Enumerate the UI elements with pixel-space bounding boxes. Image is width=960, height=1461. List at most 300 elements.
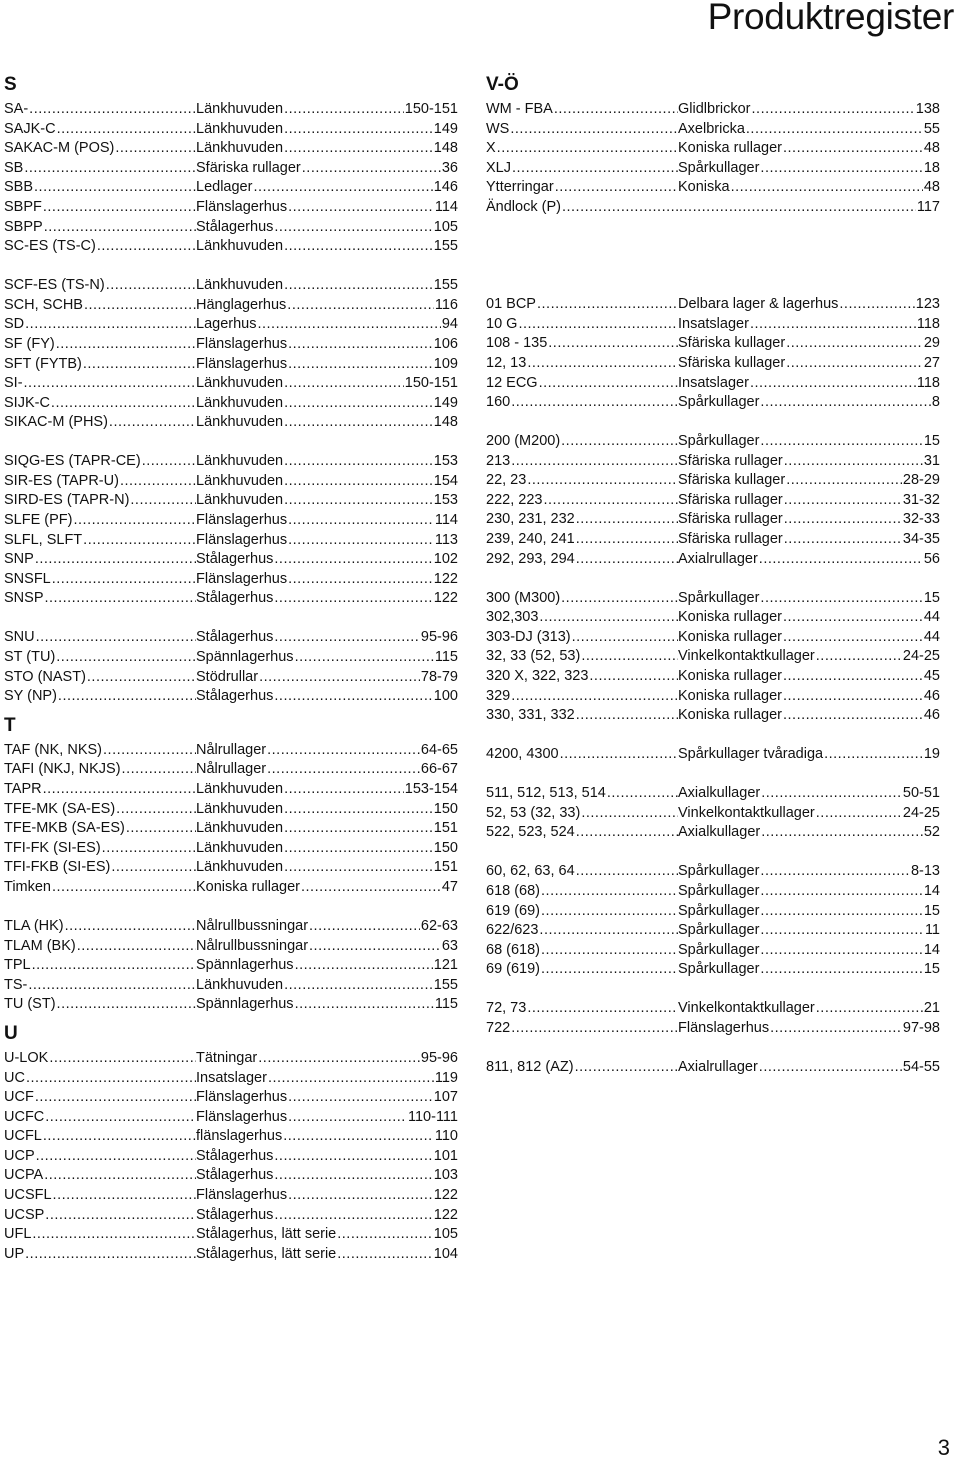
entry-designation: WM - FBA [486,101,553,117]
entry-category: Flänslagerhus [196,570,288,587]
entry-designation: SBPF [4,198,42,215]
index-entry [486,784,940,804]
entry-page: 150-151 [404,100,458,120]
index-entry [486,1019,940,1039]
entry-page: 24-25 [902,647,940,667]
entry-page: 14 [923,882,940,902]
entry-designation: ST (TU) [4,649,56,666]
entry-category: Nålrullager [196,761,267,778]
entry-category: Stålagerhus [196,1167,274,1184]
index-entry [4,1069,458,1089]
entry-category: Stålagerhus [196,551,274,568]
index-entry [486,334,940,354]
index-column-right [486,70,940,1097]
entry-designation: UCF [4,1089,34,1106]
entry-designation: SC-ES (TS-C) [4,238,96,255]
entry-designation: 108 - 135 [486,335,548,352]
entry-page: 15 [923,589,940,609]
entry-category: Axialrullager [678,1058,758,1075]
index-group [486,999,940,1038]
entry-page: 105 [433,218,458,238]
entry-category: Länkhuvuden [196,859,284,876]
entry-designation: TFI-FKB (SI-ES) [4,859,111,876]
index-entry [486,941,940,961]
index-entry [486,687,940,707]
index-entry [4,976,458,996]
entry-designation: 320 X, 322, 323 [486,668,589,684]
entry-page: 106 [433,335,458,355]
entry-page: 115 [434,995,458,1015]
entry-designation: U-LOK [4,1049,49,1066]
entry-category: Länkhuvuden [196,238,284,255]
index-entry [486,804,940,824]
index-entry [486,999,940,1019]
entry-page: 123 [915,295,940,315]
index-entry [4,878,458,898]
index-entry [4,1088,458,1108]
entry-page: 62-63 [420,917,458,937]
entry-category: Flänslagerhus [196,1108,288,1125]
entry-designation: 302,303 [486,609,539,626]
entry-designation: Ändlock (P) [486,198,561,215]
index-entry [486,745,940,765]
entry-designation: 511, 512, 513, 514 [486,785,606,802]
index-entry [486,471,940,491]
entry-category: Spårkullager [678,922,760,939]
entry-category: Länkhuvuden [196,820,284,837]
entry-category: Länkhuvuden [196,414,284,431]
entry-page: 118 [916,374,940,394]
entry-designation: SIRD-ES (TAPR-N) [4,492,130,509]
entry-designation: 222, 223 [486,491,543,508]
index-entry [4,1206,458,1226]
entry-category: Sfäriska rullager [678,491,783,508]
entry-designation: STO (NAST) [4,668,86,685]
index-entry [486,921,940,941]
entry-category: Stålagerhus [196,218,274,235]
entry-page: 29 [923,334,940,354]
entry-designation: UP [4,1245,25,1262]
index-entry [4,1225,458,1245]
entry-page: 21 [923,999,940,1019]
entry-designation: 303-DJ (313) [486,628,571,645]
entry-category: Nålrullbussningar [196,937,309,954]
entry-category: Axialkullager [678,824,761,841]
entry-designation: 69 (619) [486,961,541,978]
index-entry [486,706,940,726]
entry-category: Koniska rullager [678,609,782,626]
entry-designation: SF (FY) [4,335,55,352]
entry-page: 55 [923,120,940,140]
entry-category: Ledlager [196,179,253,196]
entry-designation: 72, 73 [486,1000,527,1017]
index-entry [486,960,940,980]
entry-designation: 60, 62, 63, 64 [486,863,575,880]
entry-page: 18 [923,159,940,179]
entry-designation: SI- [4,375,23,392]
entry-page: 122 [433,1206,458,1226]
index-entry [486,667,940,687]
entry-page: 116 [434,296,458,316]
section-heading: S [4,74,17,95]
index-entry [486,1058,940,1078]
entry-page: 100 [433,687,458,707]
entry-category: Glidlbrickor [678,101,751,117]
entry-page: 8-13 [910,862,940,882]
page-number: 3 [937,1435,950,1460]
entry-category: Spårkullager [678,902,760,919]
entry-page: 50-51 [902,784,940,804]
entry-designation: X [486,140,496,157]
blank-spacer [486,237,940,256]
entry-designation: SIKAC-M (PHS) [4,414,108,431]
index-entry [4,276,458,296]
entry-page: 121 [433,956,458,976]
index-entry [4,355,458,375]
entry-category: Spårkullager [678,433,760,450]
entry-category: Länkhuvuden [196,472,284,489]
entry-category: Sfäriska rullager [678,511,783,528]
entry-designation: 811, 812 (AZ) [486,1058,574,1075]
entry-designation: 4200, 4300 [486,746,559,763]
section-heading: T [4,714,16,736]
entry-designation: SAKAC-M (POS) [4,140,115,157]
section-heading: V-Ö [486,74,519,95]
entry-designation: 32, 33 (52, 53) [486,648,581,665]
entry-designation: UCSFL [4,1187,52,1204]
entry-page: 27 [923,354,940,374]
entry-category: Spårkullager [678,589,760,606]
index-group [4,741,458,898]
index-entry [486,530,940,550]
entry-designation: Timken [4,878,51,895]
entry-designation: 22, 23 [486,472,527,489]
entry-category: Länkhuvuden [196,120,284,137]
entry-category: Spännlagerhus [196,996,294,1013]
index-entry [4,452,458,472]
entry-designation: 230, 231, 232 [486,511,575,528]
index-entry [4,178,458,198]
entry-page: 110-111 [407,1108,458,1128]
blank-spacer [486,256,940,275]
index-group [486,589,940,726]
entry-category [678,199,679,215]
index-entry [4,1245,458,1265]
entry-category: Spårkullager [678,961,760,978]
entry-category: Koniska rullager [678,687,782,704]
entry-designation: UCSP [4,1206,45,1223]
entry-category: Länkhuvuden [196,277,284,294]
index-group [486,784,940,843]
entry-page: 63 [441,937,458,957]
index-entry [4,995,458,1015]
index-entry [4,237,458,257]
entry-designation: SLFL, SLFT [4,531,83,548]
entry-designation: 213 [486,452,511,469]
index-entry [486,295,940,315]
index-entry [4,1127,458,1147]
entry-designation: SNU [4,629,35,646]
index-entry [4,1147,458,1167]
entry-category: Spårkullager [678,394,760,411]
index-entry [4,800,458,820]
entry-category: Länkhuvuden [196,453,284,470]
index-entry [4,819,458,839]
index-group [4,452,458,609]
entry-page: 44 [923,628,940,648]
entry-category: Sfäriska rullager [196,159,301,176]
entry-category: Axelbricka [678,120,745,137]
entry-page: 52 [923,823,940,843]
entry-category: Flänslagerhus [196,1089,288,1106]
entry-category: Sfäriska rullager [678,531,783,548]
entry-page: 46 [923,687,940,707]
index-group [486,295,940,413]
entry-page: 95-96 [420,628,458,648]
index-entry [4,315,458,335]
entry-category: Nålrullager [196,741,267,758]
entry-designation: 622/623 [486,922,539,939]
entry-designation: TU (ST) [4,996,56,1013]
index-entry [4,687,458,707]
entry-category: Koniska rullager [678,140,782,157]
entry-category: Vinkelkontaktkullager [678,804,815,821]
entry-page: 114 [434,511,458,531]
entry-page: 15 [923,960,940,980]
entry-designation: TFI-FK (SI-ES) [4,839,101,856]
entry-page: 97-98 [902,1019,940,1039]
index-group [486,745,940,765]
entry-designation: SCF-ES (TS-N) [4,277,105,294]
entry-category: Koniska rullager [196,878,300,895]
entry-page: 103 [433,1166,458,1186]
entry-page: 155 [433,276,458,296]
entry-page: 150-151 [404,374,458,394]
entry-category: Koniska rullager [678,628,782,645]
index-entry [486,510,940,530]
entry-category: Flänslagerhus [196,198,288,215]
entry-page: 28-29 [902,471,940,491]
index-entry [4,531,458,551]
entry-page: 150 [433,839,458,859]
entry-page: 14 [923,941,940,961]
entry-page: 66-67 [420,760,458,780]
entry-designation: XLJ [486,159,511,176]
index-entry [4,858,458,878]
entry-category: Stålagerhus, lätt serie [196,1226,337,1243]
index-entry [486,452,940,472]
entry-designation: SNSFL [4,570,51,587]
index-entry [486,198,940,218]
entry-designation: 239, 240, 241 [486,531,575,548]
entry-page: 102 [433,550,458,570]
index-entry [4,550,458,570]
entry-page: 148 [433,139,458,159]
entry-designation: SD [4,316,25,333]
index-group [4,917,458,1015]
blank-spacer [486,276,940,295]
entry-page: 95-96 [420,1049,458,1069]
entry-page: 107 [433,1088,458,1108]
index-group [4,1049,458,1265]
entry-page: 115 [434,648,458,668]
entry-page: 19 [923,745,940,765]
entry-category: Spårkullager [678,863,760,880]
entry-page: 94 [441,315,458,335]
page-title: Produktregister [707,0,954,37]
entry-category: Spårkullager [678,941,760,958]
index-entry [4,100,458,120]
entry-category: Lagerhus [196,316,257,333]
entry-page: 149 [433,394,458,414]
entry-category: Spårkullager [678,882,760,899]
entry-designation: 01 BCP [486,296,536,313]
entry-category: Länkhuvuden [196,492,284,509]
entry-designation: UCP [4,1147,35,1164]
index-entry [486,589,940,609]
entry-designation: SBB [4,179,34,196]
index-entry [4,570,458,590]
index-entry [4,394,458,414]
entry-category: Länkhuvuden [196,140,284,157]
entry-category: Länkhuvuden [196,780,284,797]
entry-designation: UC [4,1069,25,1086]
entry-category: Axialrullager [678,550,758,567]
entry-category: Spårkullager tvåradiga [678,746,824,763]
index-group [486,1058,940,1078]
entry-category: Flänslagerhus [196,355,288,372]
index-entry [4,628,458,648]
entry-page: 24-25 [902,804,940,824]
index-entry [486,882,940,902]
entry-category: Länkhuvuden [196,375,284,392]
entry-designation: 618 (68) [486,882,541,899]
entry-category: Länkhuvuden [196,839,284,856]
entry-category: Vinkelkontaktkullager [678,1000,815,1017]
entry-page: 15 [923,432,940,452]
index-entry [4,1049,458,1069]
entry-page: 118 [916,315,940,335]
entry-page: 8 [931,393,940,413]
entry-page: 48 [923,178,940,198]
entry-designation: SIR-ES (TAPR-U) [4,472,119,489]
entry-designation: UCFL [4,1128,42,1145]
entry-designation: 12, 13 [486,354,527,371]
index-entry [4,374,458,394]
index-entry [4,218,458,238]
entry-page: 122 [433,589,458,609]
index-entry [486,159,940,179]
entry-page: 31 [923,452,940,472]
entry-designation: 292, 293, 294 [486,550,575,567]
entry-designation: SB [4,159,24,176]
entry-designation: 52, 53 (32, 33) [486,804,581,821]
entry-category: Axialkullager [678,785,761,802]
entry-page: 149 [433,120,458,140]
entry-page: 101 [433,1147,458,1167]
entry-designation: SNSP [4,590,44,607]
entry-designation: TFE-MKB (SA-ES) [4,820,125,837]
entry-category: Koniska rullager [678,707,782,724]
entry-designation: 300 (M300) [486,589,561,606]
entry-page: 31-32 [902,491,940,511]
section-heading: U [4,1022,18,1044]
index-group [486,100,940,218]
entry-designation: 10 G [486,315,518,332]
entry-category: Stålagerhus [196,590,274,607]
entry-page: 151 [433,819,458,839]
entry-page: 15 [923,902,940,922]
entry-category: Stålagerhus [196,1206,274,1223]
entry-designation: 619 (69) [486,902,541,919]
entry-designation: WS [486,120,510,137]
index-group [486,862,940,980]
entry-designation: 200 (M200) [486,433,561,450]
entry-page: 148 [433,413,458,433]
entry-page: 138 [915,100,940,120]
entry-designation: 330, 331, 332 [486,707,575,724]
entry-page: 110 [434,1127,458,1147]
entry-designation: SNP [4,551,34,568]
entry-page: 36 [441,159,458,179]
index-entry [486,120,940,140]
entry-designation: 329 [486,687,511,704]
entry-page: 105 [433,1225,458,1245]
entry-page: 153-154 [404,780,458,800]
entry-designation: TAFI (NKJ, NKJS) [4,761,121,778]
index-entry [4,159,458,179]
index-entry [4,839,458,859]
index-entry [486,432,940,452]
entry-designation: 522, 523, 524 [486,824,575,841]
index-group [4,628,458,706]
entry-designation: TAPR [4,780,42,797]
entry-page: 154 [433,472,458,492]
entry-page: 64-65 [420,741,458,761]
entry-page: 122 [433,570,458,590]
index-entry [486,491,940,511]
entry-designation: 722 [486,1019,511,1036]
entry-designation: UCPA [4,1167,44,1184]
entry-category: Flänslagerhus [196,1187,288,1204]
entry-designation: TAF (NK, NKS) [4,741,103,758]
entry-category: Insatslager [196,1069,267,1086]
entry-page: 117 [916,198,940,218]
entry-category: Hänglagerhus [196,296,287,313]
entry-page: 54-55 [902,1058,940,1078]
entry-category: Sfäriska kullager [678,354,786,371]
entry-category: Länkhuvuden [196,800,284,817]
entry-category: Insatslager [678,315,749,332]
entry-category: Nålrullbussningar [196,917,309,934]
index-entry [4,413,458,433]
entry-page: 113 [434,531,458,551]
index-entry [4,956,458,976]
index-entry [486,393,940,413]
entry-page: 78-79 [420,668,458,688]
entry-page: 150 [433,800,458,820]
entry-designation: TFE-MK (SA-ES) [4,800,116,817]
index-entry [486,862,940,882]
index-entry [4,472,458,492]
entry-category: Stålagerhus [196,1147,274,1164]
entry-category: Stålagerhus [196,629,274,646]
entry-page: 153 [433,452,458,472]
entry-category: Länkhuvuden [196,101,284,117]
entry-page: 109 [433,355,458,375]
entry-designation: 68 (618) [486,941,541,958]
index-column-left [4,70,458,1284]
